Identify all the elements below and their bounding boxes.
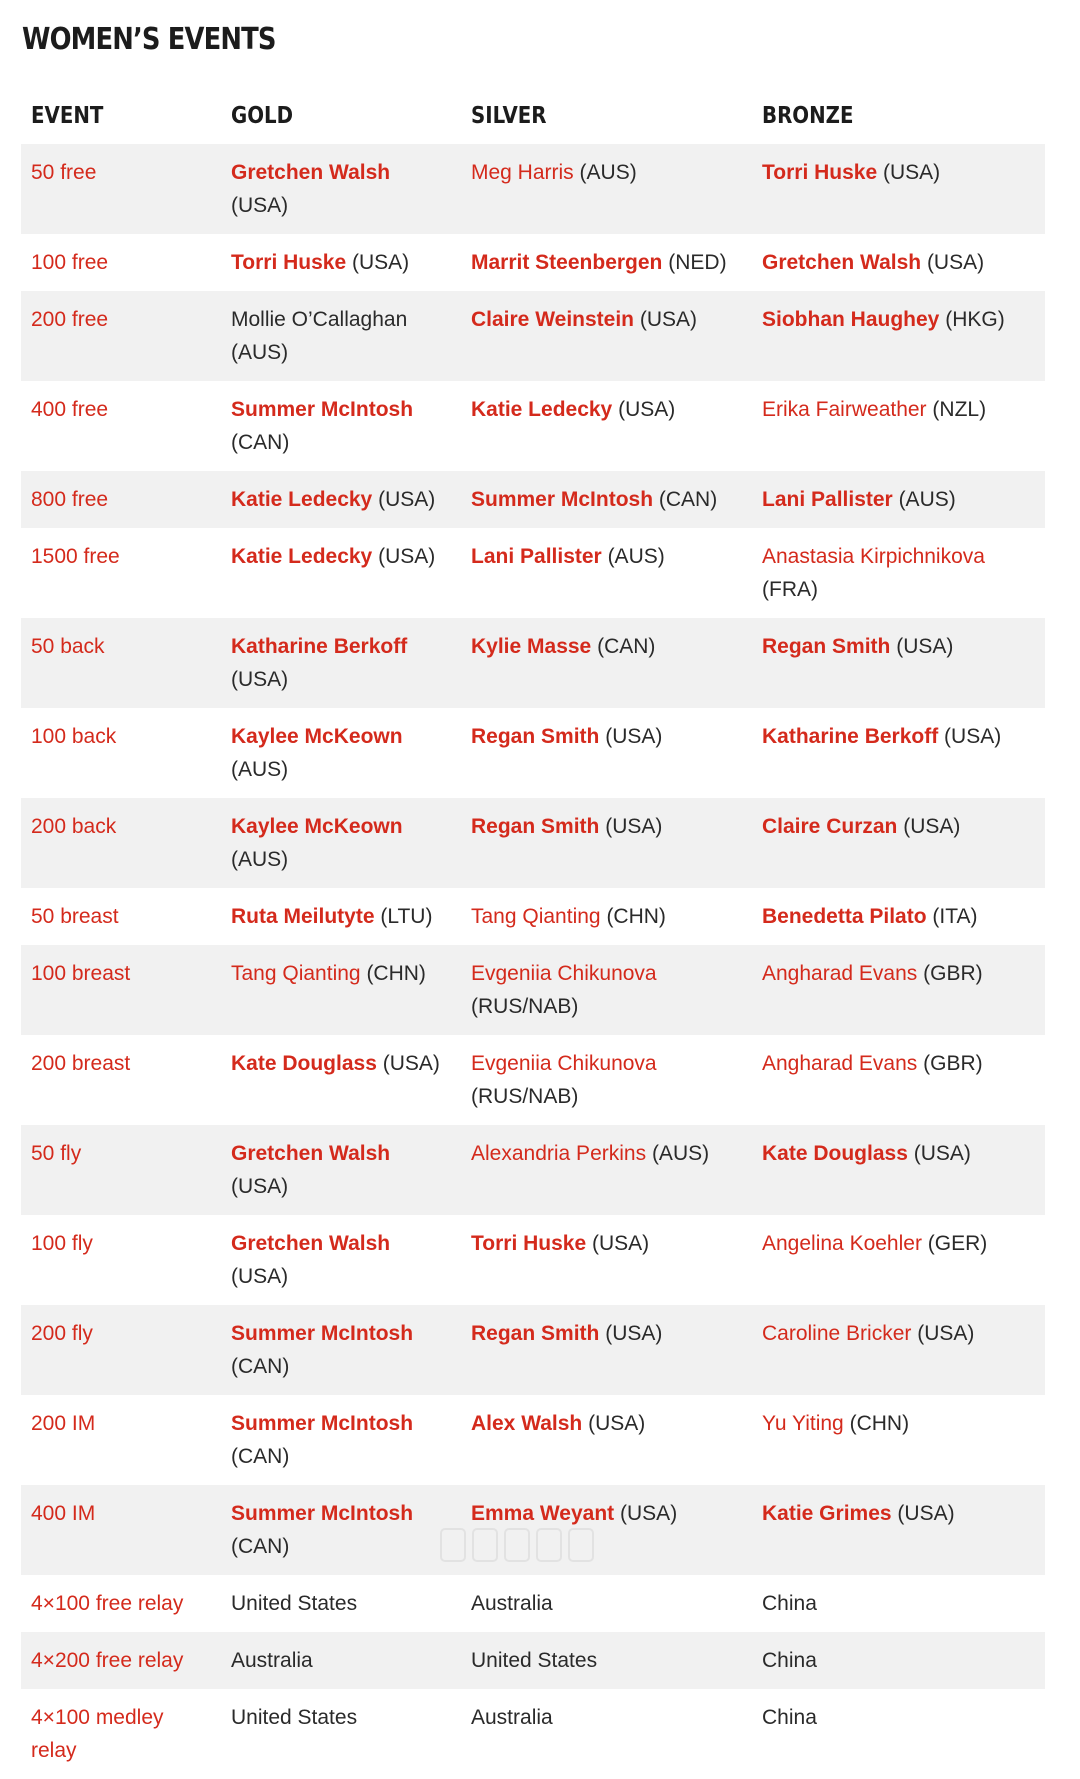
country-code: (USA) [352, 251, 410, 274]
event-cell [21, 1215, 221, 1305]
gold-medalist-cell [221, 1215, 461, 1305]
event-link[interactable]: 200 breast [31, 1052, 131, 1075]
column-header-event [21, 88, 221, 144]
country-code: (AUS) [231, 341, 289, 364]
watermark-mark [504, 1528, 530, 1562]
watermark-mark [472, 1528, 498, 1562]
watermark-mark [440, 1528, 466, 1562]
country-code: (USA) [620, 1502, 678, 1525]
table-row [21, 1395, 1045, 1485]
bronze-medalist-cell [752, 234, 1045, 291]
event-cell [21, 1485, 221, 1575]
gold-medalist-cell [221, 708, 461, 798]
table-row [21, 1305, 1045, 1395]
table-header [21, 88, 1045, 144]
athlete-name[interactable]: Lani Pallister [471, 545, 602, 568]
table-row [21, 1215, 1045, 1305]
event-link[interactable]: 200 free [31, 308, 109, 331]
silver-medalist-cell [461, 888, 752, 945]
athlete-name[interactable]: Lani Pallister [762, 488, 893, 511]
silver-medalist-cell [461, 1125, 752, 1215]
athlete-name[interactable]: Anastasia Kirpichnikova [762, 545, 985, 568]
country-code: (GER) [927, 1232, 988, 1255]
athlete-name[interactable]: Summer McIntosh [231, 1412, 414, 1435]
athlete-name[interactable]: Regan Smith [762, 635, 891, 658]
event-link[interactable]: 50 breast [31, 905, 119, 928]
country-code: (USA) [903, 815, 961, 838]
athlete-name[interactable]: Alex Walsh [471, 1412, 583, 1435]
bronze-medalist-cell [752, 471, 1045, 528]
bronze-medalist-cell [752, 1305, 1045, 1395]
athlete-name[interactable]: Siobhan Haughey [762, 308, 940, 331]
country-code: (USA) [231, 668, 289, 691]
event-link[interactable]: 4×100 free relay [31, 1592, 184, 1615]
country-code: (CHN) [366, 962, 426, 985]
table-row [21, 708, 1045, 798]
country-code: (USA) [592, 1232, 650, 1255]
bronze-medalist-cell [752, 1125, 1045, 1215]
bronze-medalist-cell [752, 1575, 1045, 1632]
table-row [21, 798, 1045, 888]
event-cell [21, 798, 221, 888]
silver-medalist-cell [461, 528, 752, 618]
bronze-medalist-cell [752, 381, 1045, 471]
event-link[interactable]: 4×100 medley relay [31, 1706, 164, 1762]
athlete-name[interactable]: Katharine Berkoff [231, 635, 408, 658]
athlete-name[interactable]: Marrit Steenbergen [471, 251, 663, 274]
column-header-event-label: EVENT [31, 103, 104, 129]
table-row [21, 381, 1045, 471]
country-code: (CHN) [606, 905, 666, 928]
event-cell [21, 945, 221, 1035]
bronze-medalist-cell [752, 1395, 1045, 1485]
country-code: (USA) [944, 725, 1002, 748]
athlete-name[interactable]: Kate Douglass [762, 1142, 908, 1165]
country-code: (USA) [926, 251, 985, 274]
event-cell [21, 381, 221, 471]
bronze-medalist-cell [752, 291, 1045, 381]
silver-medalist-cell [461, 291, 752, 381]
event-cell [21, 291, 221, 381]
athlete-name[interactable]: Katie Ledecky [231, 545, 373, 568]
table-row [21, 945, 1045, 1035]
country-code: (NZL) [932, 398, 987, 421]
table-row [21, 471, 1045, 528]
results-table [21, 88, 1045, 1779]
silver-medalist-cell [461, 1305, 752, 1395]
athlete-name[interactable]: Tang Qianting [231, 962, 361, 985]
athlete-name[interactable]: Gretchen Walsh [231, 1232, 391, 1255]
table-row [21, 291, 1045, 381]
column-header-gold [221, 88, 461, 144]
table-row [21, 618, 1045, 708]
event-cell [21, 708, 221, 798]
column-header-silver [461, 88, 752, 144]
athlete-name[interactable]: Summer McIntosh [471, 488, 654, 511]
athlete-name[interactable]: Katie Grimes [762, 1502, 892, 1525]
athlete-name[interactable]: Kylie Masse [471, 635, 592, 658]
table-row [21, 528, 1045, 618]
event-cell [21, 1305, 221, 1395]
event-cell [21, 1395, 221, 1485]
event-link[interactable]: 400 IM [31, 1502, 96, 1525]
country-code: (USA) [231, 194, 289, 217]
gold-medalist-cell [221, 1689, 461, 1779]
column-header-bronze-label: BRONZE [762, 103, 854, 129]
athlete-name[interactable]: Summer McIntosh [231, 1502, 414, 1525]
gold-medalist-cell [221, 1575, 461, 1632]
athlete-name[interactable]: Torri Huske [471, 1232, 587, 1255]
column-header-silver-label: SILVER [471, 103, 547, 129]
country-code: (USA) [378, 545, 436, 568]
bronze-medalist-cell [752, 798, 1045, 888]
event-cell [21, 234, 221, 291]
event-cell [21, 1035, 221, 1125]
bronze-medalist-cell [752, 1689, 1045, 1779]
athlete-name[interactable]: Katharine Berkoff [762, 725, 939, 748]
country-code: (AUS) [898, 488, 956, 511]
header-row [21, 88, 1045, 144]
athlete-name[interactable]: Kate Douglass [231, 1052, 377, 1075]
athlete-name[interactable]: Ruta Meilutyte [231, 905, 375, 928]
country-code: (USA) [897, 1502, 955, 1525]
country-code: (USA) [618, 398, 676, 421]
athlete-name[interactable]: Torri Huske [762, 161, 878, 184]
team-name: United States [471, 1649, 598, 1672]
bronze-medalist-cell [752, 1035, 1045, 1125]
event-link[interactable]: 100 breast [31, 962, 131, 985]
table-row [21, 1632, 1045, 1689]
event-link[interactable]: 100 free [31, 251, 109, 274]
country-code: (AUS) [607, 545, 665, 568]
country-code: (USA) [588, 1412, 646, 1435]
gold-medalist-cell [221, 291, 461, 381]
event-cell [21, 888, 221, 945]
country-code: (CAN) [231, 1535, 290, 1558]
team-name: United States [231, 1592, 358, 1615]
country-code: (CAN) [597, 635, 656, 658]
silver-medalist-cell [461, 1575, 752, 1632]
athlete-name[interactable]: Benedetta Pilato [762, 905, 927, 928]
team-name: Australia [471, 1706, 553, 1729]
country-code: (USA) [639, 308, 698, 331]
silver-medalist-cell [461, 234, 752, 291]
event-link[interactable]: 800 free [31, 488, 109, 511]
event-link[interactable]: 4×200 free relay [31, 1649, 184, 1672]
gold-medalist-cell [221, 234, 461, 291]
bronze-medalist-cell [752, 945, 1045, 1035]
table-row [21, 1035, 1045, 1125]
event-link[interactable]: 50 fly [31, 1142, 82, 1165]
gold-medalist-cell [221, 471, 461, 528]
athlete-name[interactable]: Caroline Bricker [762, 1322, 912, 1345]
event-cell [21, 1689, 221, 1779]
country-code: (AUS) [579, 161, 637, 184]
athlete-name[interactable]: Evgeniia Chikunova [471, 962, 657, 985]
event-cell [21, 528, 221, 618]
gold-medalist-cell [221, 1395, 461, 1485]
silver-medalist-cell [461, 1632, 752, 1689]
silver-medalist-cell [461, 798, 752, 888]
event-link[interactable]: 200 IM [31, 1412, 96, 1435]
gold-medalist-cell [221, 798, 461, 888]
country-code: (NED) [668, 251, 727, 274]
table-row [21, 888, 1045, 945]
athlete-name[interactable]: Katie Ledecky [471, 398, 613, 421]
team-name: United States [231, 1706, 358, 1729]
silver-medalist-cell [461, 1395, 752, 1485]
athlete-name[interactable]: Gretchen Walsh [231, 1142, 391, 1165]
event-link[interactable]: 1500 free [31, 545, 120, 568]
athlete-name[interactable]: Gretchen Walsh [762, 251, 922, 274]
event-cell [21, 1632, 221, 1689]
gold-medalist-cell [221, 1125, 461, 1215]
table-row [21, 144, 1045, 234]
athlete-name[interactable]: Kaylee McKeown [231, 725, 403, 748]
athlete-name[interactable]: Angharad Evans [762, 1052, 918, 1075]
athlete-name[interactable]: Angelina Koehler [762, 1232, 922, 1255]
athlete-name[interactable]: Emma Weyant [471, 1502, 615, 1525]
team-name: China [762, 1649, 817, 1672]
bronze-medalist-cell [752, 1215, 1045, 1305]
event-link[interactable]: 100 fly [31, 1232, 93, 1255]
watermark-mark [568, 1528, 594, 1562]
event-link[interactable]: 200 back [31, 815, 117, 838]
athlete-name[interactable]: Erika Fairweather [762, 398, 927, 421]
silver-medalist-cell [461, 381, 752, 471]
gold-medalist-cell [221, 888, 461, 945]
country-code: (GBR) [923, 962, 983, 985]
table-row [21, 1125, 1045, 1215]
athlete-name[interactable]: Yu Yiting [762, 1412, 844, 1435]
athlete-name[interactable]: Summer McIntosh [231, 1322, 414, 1345]
athlete-name[interactable]: Gretchen Walsh [231, 161, 391, 184]
page-title: WOMEN’S EVENTS [22, 22, 276, 57]
table-row [21, 234, 1045, 291]
event-cell [21, 1575, 221, 1632]
country-code: (CAN) [231, 431, 290, 454]
watermark-mark [536, 1528, 562, 1562]
athlete-name[interactable]: Evgeniia Chikunova [471, 1052, 657, 1075]
bronze-medalist-cell [752, 1485, 1045, 1575]
country-code: (USA) [883, 161, 941, 184]
table-row [21, 1575, 1045, 1632]
athlete-name[interactable]: Regan Smith [471, 1322, 600, 1345]
country-code: (USA) [382, 1052, 440, 1075]
event-cell [21, 618, 221, 708]
country-code: (USA) [917, 1322, 975, 1345]
column-header-gold-label: GOLD [231, 103, 294, 129]
country-code: (USA) [231, 1265, 289, 1288]
athlete-name[interactable]: Regan Smith [471, 725, 600, 748]
gold-medalist-cell [221, 528, 461, 618]
country-code: (RUS/NAB) [471, 995, 579, 1018]
gold-medalist-cell [221, 381, 461, 471]
country-code: (AUS) [651, 1142, 710, 1165]
table-row [21, 1689, 1045, 1779]
bronze-medalist-cell [752, 708, 1045, 798]
athlete-name[interactable]: Katie Ledecky [231, 488, 373, 511]
country-code: (USA) [605, 815, 663, 838]
athlete-name[interactable]: Torri Huske [231, 251, 347, 274]
athlete-name[interactable]: Claire Weinstein [471, 308, 634, 331]
athlete-name[interactable]: Summer McIntosh [231, 398, 414, 421]
bronze-medalist-cell [752, 618, 1045, 708]
country-code: (CAN) [231, 1445, 290, 1468]
bronze-medalist-cell [752, 888, 1045, 945]
gold-medalist-cell [221, 618, 461, 708]
gold-medalist-cell [221, 144, 461, 234]
athlete-name[interactable]: Claire Curzan [762, 815, 898, 838]
country-code: (GBR) [923, 1052, 983, 1075]
athlete-name: Mollie O’Callaghan [231, 308, 408, 331]
event-cell [21, 144, 221, 234]
country-code: (USA) [231, 1175, 289, 1198]
event-link[interactable]: 400 free [31, 398, 109, 421]
country-code: (AUS) [231, 758, 289, 781]
athlete-name[interactable]: Tang Qianting [471, 905, 601, 928]
athlete-name[interactable]: Kaylee McKeown [231, 815, 403, 838]
country-code: (CAN) [658, 488, 718, 511]
silver-medalist-cell [461, 1035, 752, 1125]
athlete-name[interactable]: Angharad Evans [762, 962, 918, 985]
gold-medalist-cell [221, 1485, 461, 1575]
country-code: (RUS/NAB) [471, 1085, 579, 1108]
bronze-medalist-cell [752, 144, 1045, 234]
country-code: (LTU) [380, 905, 433, 928]
country-code: (ITA) [932, 905, 978, 928]
silver-medalist-cell [461, 708, 752, 798]
team-name: Australia [471, 1592, 553, 1615]
event-link[interactable]: 100 back [31, 725, 117, 748]
gold-medalist-cell [221, 945, 461, 1035]
watermark-logo [440, 1528, 610, 1562]
silver-medalist-cell [461, 618, 752, 708]
country-code: (USA) [605, 1322, 663, 1345]
column-header-bronze [752, 88, 1045, 144]
country-code: (AUS) [231, 848, 289, 871]
country-code: (CHN) [849, 1412, 910, 1435]
bronze-medalist-cell [752, 1632, 1045, 1689]
event-link[interactable]: 50 back [31, 635, 105, 658]
athlete-name[interactable]: Meg Harris [471, 161, 574, 184]
silver-medalist-cell [461, 945, 752, 1035]
event-cell [21, 1125, 221, 1215]
country-code: (HKG) [945, 308, 1005, 331]
bronze-medalist-cell [752, 528, 1045, 618]
country-code: (USA) [913, 1142, 971, 1165]
gold-medalist-cell [221, 1632, 461, 1689]
athlete-name[interactable]: Alexandria Perkins [471, 1142, 647, 1165]
country-code: (USA) [896, 635, 954, 658]
silver-medalist-cell [461, 471, 752, 528]
event-cell [21, 471, 221, 528]
event-link[interactable]: 50 free [31, 161, 97, 184]
silver-medalist-cell [461, 1215, 752, 1305]
country-code: (FRA) [762, 578, 818, 601]
gold-medalist-cell [221, 1035, 461, 1125]
athlete-name[interactable]: Regan Smith [471, 815, 600, 838]
gold-medalist-cell [221, 1305, 461, 1395]
silver-medalist-cell [461, 144, 752, 234]
event-link[interactable]: 200 fly [31, 1322, 93, 1345]
team-name: China [762, 1592, 817, 1615]
team-name: Australia [231, 1649, 313, 1672]
team-name: China [762, 1706, 817, 1729]
country-code: (USA) [605, 725, 663, 748]
country-code: (USA) [378, 488, 436, 511]
country-code: (CAN) [231, 1355, 290, 1378]
silver-medalist-cell [461, 1689, 752, 1779]
